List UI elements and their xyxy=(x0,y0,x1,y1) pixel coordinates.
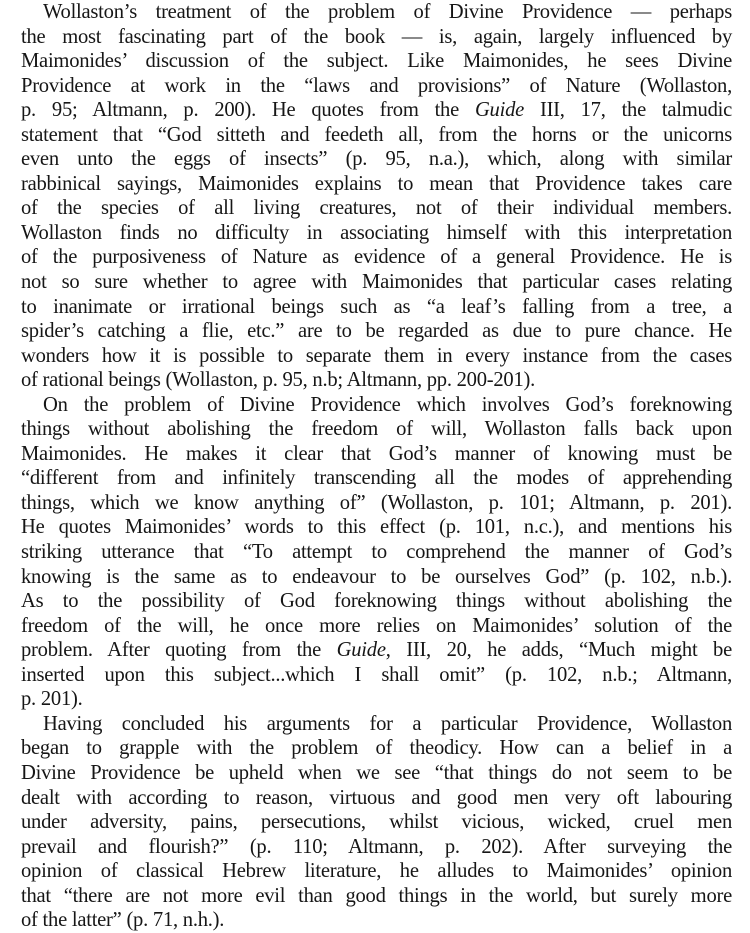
italic-title: Guide xyxy=(474,99,525,122)
text-line: of the species of all living creatures, not of their individual members. xyxy=(21,197,732,220)
text-line: p. 201). xyxy=(21,688,83,711)
text-line: rabbinical sayings, Maimonides explains to mean that Providence takes care xyxy=(21,172,732,195)
text-line xyxy=(21,638,732,663)
text-line: not so sure whether to agree with Maimonides that particular cases relating xyxy=(21,271,732,294)
italic-title: Guide xyxy=(336,639,386,662)
text-line: inserted upon this subject...which I shall omit” (p. 102, n.b.; Altmann, xyxy=(21,663,732,686)
paragraph xyxy=(21,393,732,712)
text-line: On the problem of Divine Providence which involves God’s foreknowing xyxy=(43,393,732,416)
text-line: of rational beings (Wollaston, p. 95, n.b; Altmann, pp. 200-201). xyxy=(21,369,536,392)
text-line: even unto the eggs of insects” (p. 95, n.a.), which, along with similar xyxy=(21,148,732,171)
text-line: things without abolishing the freedom of will, Wollaston falls back upon xyxy=(21,418,732,441)
text-line: statement that “God sitteth and feedeth all, from the horns or the unicorns xyxy=(21,123,732,146)
paragraph xyxy=(21,712,732,933)
text-line: freedom of the will, he once more relies on Maimonides’ solution of the xyxy=(21,614,732,637)
text-segment: p. 95; Altmann, p. 200). He quotes from the xyxy=(21,99,475,122)
text-line: Wollaston finds no difficulty in associating himself with this interpretation xyxy=(21,221,732,244)
text-line: Providence at work in the “laws and provisions” of Nature (Wollaston, xyxy=(21,74,732,97)
text-line: of the purposiveness of Nature as evidence of a general Providence. He is xyxy=(21,246,732,269)
text-line: to inanimate or irrational beings such as “a leaf’s falling from a tree, a xyxy=(21,295,732,318)
text-line: began to grapple with the problem of theodicy. How can a belief in a xyxy=(21,737,732,760)
text-segment: III, 17, the talmudic xyxy=(524,99,732,122)
text-line: spider’s catching a flie, etc.” are to be regarded as due to pure chance. He xyxy=(21,320,732,343)
text-segment: problem. After quoting from the xyxy=(21,639,337,662)
text-line: opinion of classical Hebrew literature, he alludes to Maimonides’ opinion xyxy=(21,860,732,883)
text-line: knowing is the same as to endeavour to be ourselves God” (p. 102, n.b.). xyxy=(21,565,732,588)
text-segment: , III, 20, he adds, “Much might be xyxy=(385,639,732,662)
text-line: that “there are not more evil than good things in the world, but surely more xyxy=(21,884,732,907)
text-line: “different from and infinitely transcending all the modes of apprehending xyxy=(21,467,732,490)
text-line: He quotes Maimonides’ words to this effect (p. 101, n.c.), and mentions his xyxy=(21,516,732,539)
text-line: under adversity, pains, persecutions, whilst vicious, wicked, cruel men xyxy=(21,811,732,834)
text-line: wonders how it is possible to separate them in every instance from the cases xyxy=(21,344,732,367)
text-line: As to the possibility of God foreknowing things without abolishing the xyxy=(21,590,732,613)
text-line: striking utterance that “To attempt to comprehend the manner of God’s xyxy=(21,541,732,564)
text-line: things, which we know anything of” (Wollaston, p. 101; Altmann, p. 201). xyxy=(21,491,732,514)
text-line: Wollaston’s treatment of the problem of Divine Providence — perhaps xyxy=(43,1,732,23)
text-line: Divine Providence be upheld when we see “that things do not seem to be xyxy=(21,761,732,784)
document-page xyxy=(21,0,732,933)
paragraph xyxy=(21,0,732,393)
text-line: Having concluded his arguments for a particular Providence, Wollaston xyxy=(43,712,732,735)
text-line: Maimonides’ discussion of the subject. Like Maimonides, he sees Divine xyxy=(21,50,732,73)
text-line: Maimonides. He makes it clear that God’s manner of knowing must be xyxy=(21,442,732,465)
text-line: prevail and flourish?” (p. 110; Altmann, p. 202). After surveying the xyxy=(21,835,732,858)
text-line: of the latter” (p. 71, n.h.). xyxy=(21,909,225,932)
text-line xyxy=(21,98,732,123)
text-line: the most fascinating part of the book — is, again, largely influenced by xyxy=(21,25,732,48)
text-line: dealt with according to reason, virtuous and good men very oft labouring xyxy=(21,786,732,809)
